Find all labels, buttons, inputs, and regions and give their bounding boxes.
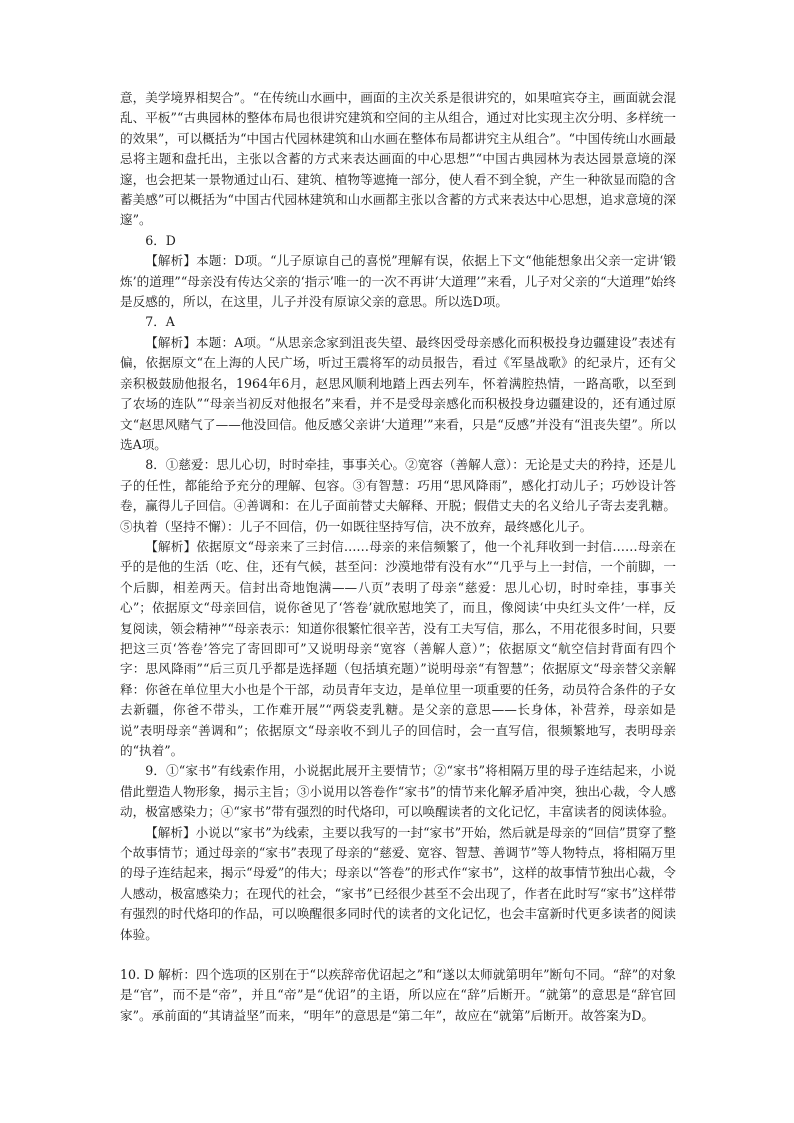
analysis-7: 【解析】本题：A项。“从思亲念家到沮丧失望、最终因受母亲感化而积极投身边疆建设”表述有偏，依据原文“在上海的人民广场，听过王震将军的动员报告，看过《军垦战歌》的纪录片，还有父亲积极鼓励他报名，1964年6月，赵思风顺利地踏上西去列车，怀着满腔热情，一路高歌，以至到了农场的连队”“母亲当初反对他报名”来看，并不是受母亲感化而积极投身边疆建设的，还有通过原文“赵思风赌气了——他没回信。他反感父亲讲‘大道理’”来看，只是“反感”并没有“沮丧失望”。所以选A项。 — [120, 334, 676, 452]
spacer — [120, 945, 676, 965]
analysis-6: 【解析】本题：D项。“儿子原谅自己的喜悦”理解有误，依据上下文“他能想象出父亲一定讲‘锻炼’的道理”“母亲没有传达父亲的‘指示’唯一的一次不再讲‘大道理’”来看，儿子对父亲的“大道理”始终是反感的，所以，在这里，儿子并没有原谅父亲的意思。所以选D项。 — [120, 253, 676, 310]
answer-8: 8．①慈爱：思儿心切，时时牵挂，事事关心。②宽容（善解人意）：无论是丈夫的矜持，还是儿子的任性，都能给予充分的理解、包容。③有智慧：巧用“思风降雨”，感化打动儿子；巧妙设计答卷，赢得儿子回信。④善调和：在儿子面前替丈夫解释、开脱；假借丈夫的名义给儿子寄去麦乳糖。⑤执着（坚持不懈）：儿子不回信，仍一如既往坚持写信，决不放弃，最终感化儿子。 — [120, 457, 676, 534]
document-page — [120, 88, 676, 1026]
answer-7: 7．A — [145, 314, 175, 330]
answer-9: 9．①“家书”有线索作用，小说据此展开主要情节；②“家书”将相隔万里的母子连结起来，小说借此塑造人物形象，揭示主旨；③小说用以答卷作“家书”的情节来化解矛盾冲突，独出心裁，令人感动，极富感染力；④“家书”带有强烈的时代烙印，可以唤醒读者的文化记忆，丰富读者的阅读体验。 — [120, 763, 676, 820]
answer-6: 6．D — [145, 232, 176, 248]
analysis-8: 【解析】依据原文“母亲来了三封信……母亲的来信频繁了，他一个礼拜收到一封信……母亲在乎的是他的生活（吃、住，还有气候，甚至问：沙漠地带有没有水”“几乎与上一封信，一个前脚，一个后脚，相差两天。信封出奇地饱满——八页”表明了母亲“慈爱：思儿心切，时时牵挂，事事关心”；依据原文“母亲回信，说你爸见了‘答卷’就欣慰地笑了，而且，像阅读‘中央红头文件’一样，反复阅读，领会精神”“母亲表示：知道你很繁忙很辛苦，没有工夫写信，那么，不用花很多时间，只要把这三页‘答卷’答完了寄回即可”又说明母亲“宽容（善解人意）”；依据原文“航空信封背面有四个字：思风降雨”“后三页几乎都是选择题（包括填充题）”说明母亲“有智慧”；依据原文“母亲替父亲解释：你爸在单位里大小也是个干部，动员青年支边，是单位里一项重要的任务，动员符合条件的子女去新疆，你爸不带头，工作难开展”“两袋麦乳糖。是父亲的意思——长身体，补营养，母亲如是说”表明母亲“善调和”；依据原文“母亲收不到儿子的回信时，会一直写信，很频繁地写，表明母亲的“执着”。 — [120, 538, 676, 758]
analysis-9: 【解析】小说以“家书”为线索，主要以我写的一封“家书”开始，然后就是母亲的“回信”贯穿了整个故事情节；通过母亲的“家书”表现了母亲的“慈爱、宽容、智慧、善调节”等人物特点，将相隔万里的母子连结起来，揭示“母爱”的伟大；母亲以“答卷”的形式作“家书”，这样的故事情节独出心裁，令人感动，极富感染力；在现代的社会，“家书”已经很少甚至不会出现了，作者在此时写“家书”这样带有强烈的时代烙印的作品，可以唤醒很多同时代的读者的文化记忆，也会丰富新时代更多读者的阅读体验。 — [120, 824, 676, 942]
answer-10: 10. D 解析：四个选项的区别在于“以疾辞帝优诏起之”和“遂以太师就第明年”断句不同。“辞”的对象是“官”，而不是“帝”，并且“帝”是“优诏”的主语，所以应在“辞”后断开。“就第”的意思是“辞官回家”。承前面的“其请益坚”而来，“明年”的意思是“第二年”，故应在“就第”后断开。故答案为D。 — [120, 967, 676, 1023]
paragraph-continuation: 意，美学境界相契合”。“在传统山水画中，画面的主次关系是很讲究的，如果喧宾夺主，画面就会混乱、平板”“古典园林的整体布局也很讲究建筑和空间的主从组合，通过对比实现主次分明、多样统一的效果”，可以概括为“中国古代园林建筑和山水画在整体布局都讲究主从组合”。“中国传统山水画最忌将主题和盘托出，主张以含蓄的方式来表达画面的中心思想”“中国古典园林为表达园景意境的深邃，也会把某一景物通过山石、建筑、植物等遮掩一部分，使人看不到全貌，产生一种欲显而隐的含蓄美感”可以概括为“中国古代园林建筑和山水画都主张以含蓄的方式来表达中心思想，追求意境的深邃”。 — [120, 90, 676, 228]
